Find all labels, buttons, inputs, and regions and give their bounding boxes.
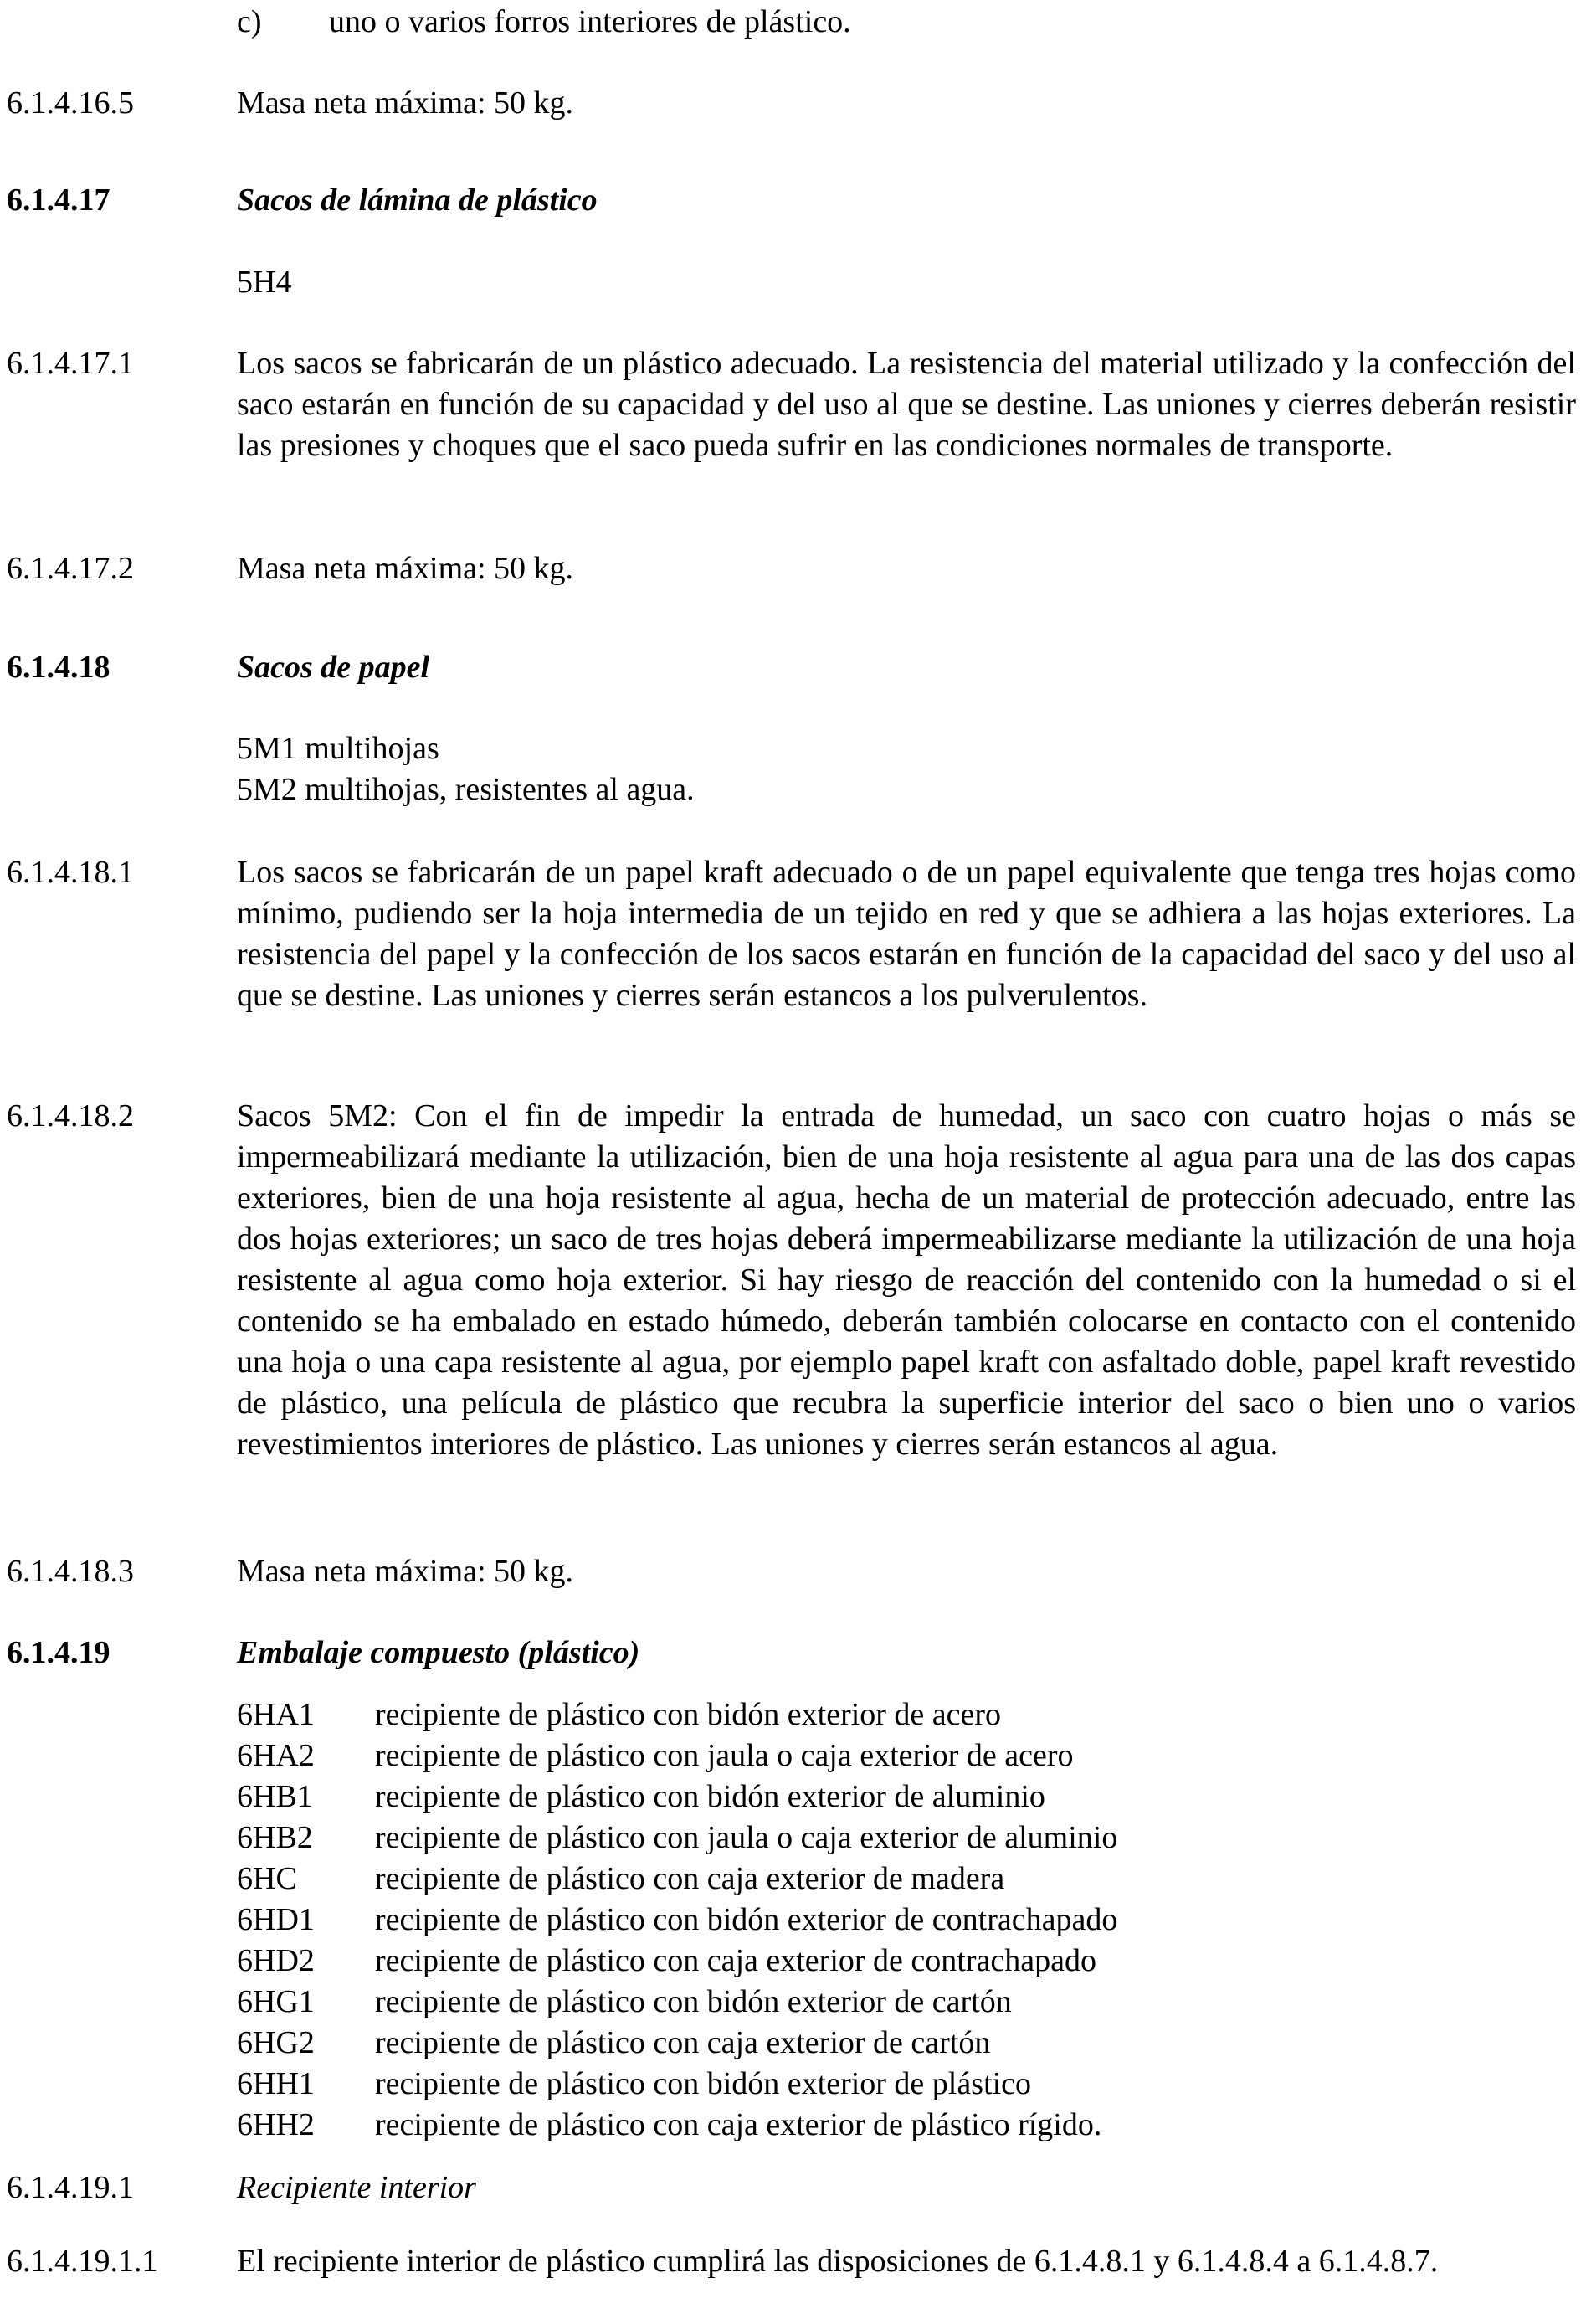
section-number: 6.1.4.17 [7, 183, 110, 218]
code-list-item [237, 1859, 1576, 1900]
packaging-code: 5H4 [237, 265, 292, 300]
section-text: Masa neta máxima: 50 kg. [237, 551, 574, 586]
code-list-item [237, 1818, 1576, 1859]
code-list-item [237, 2064, 1576, 2105]
section-number: 6.1.4.16.5 [7, 85, 134, 121]
packaging-description: recipiente de plástico con jaula o caja exterior de aluminio [375, 1820, 1118, 1855]
section-title: Embalaje compuesto (plástico) [237, 1635, 640, 1670]
packaging-description: recipiente de plástico con caja exterior de plástico rígido. [375, 2107, 1102, 2142]
code-list-item [237, 1694, 1576, 1735]
packaging-code: 5M1 multihojas [237, 731, 439, 766]
section-number: 6.1.4.17.2 [7, 551, 134, 586]
code-list-item [237, 1735, 1576, 1776]
packaging-code: 6HH1 [237, 2066, 315, 2101]
packaging-code: 6HA2 [237, 1738, 315, 1773]
section-number: 6.1.4.17.1 [7, 346, 134, 381]
packaging-description: recipiente de plástico con bidón exterior de acero [375, 1697, 1002, 1732]
section-title: Sacos de lámina de plástico [237, 183, 598, 218]
code-list-item [237, 1900, 1576, 1941]
section-number: 6.1.4.19.1 [7, 2170, 134, 2205]
packaging-code: 6HC [237, 1861, 297, 1896]
list-item-text: uno o varios forros interiores de plástico. [329, 4, 851, 39]
section-number: 6.1.4.18.2 [7, 1098, 134, 1134]
packaging-description: recipiente de plástico con jaula o caja exterior de acero [375, 1738, 1074, 1773]
section-title: Sacos de papel [237, 650, 430, 685]
code-list-item [237, 1776, 1576, 1818]
packaging-description: recipiente de plástico con caja exterior de contrachapado [375, 1943, 1096, 1978]
packaging-code: 6HD1 [237, 1902, 315, 1937]
section-text: Masa neta máxima: 50 kg. [237, 85, 574, 121]
packaging-code: 6HG1 [237, 1984, 315, 2019]
code-list-item [237, 1941, 1576, 1982]
packaging-description: recipiente de plástico con bidón exterior de cartón [375, 1984, 1012, 2019]
code-list-item [237, 2023, 1576, 2064]
section-paragraph: Los sacos se fabricarán de un papel kraft adecuado o de un papel equivalente que tenga tres hojas como mínimo, pudiendo ser la hoja intermedia de un tejido en red y que se adhiera a las hojas exteriores. La resistencia del papel y la confección de los sacos estarán en función de la capacidad del saco y del uso al que se destine. Las uniones y cierres serán estancos a los pulverulentos. [237, 855, 1576, 1013]
packaging-description: recipiente de plástico con bidón exterior de plástico [375, 2066, 1031, 2101]
section-text: Masa neta máxima: 50 kg. [237, 1554, 574, 1589]
code-list-item [237, 1982, 1576, 2023]
packaging-code: 6HD2 [237, 1943, 315, 1978]
code-list-item [237, 2105, 1576, 2146]
list-item-label: c) [237, 4, 262, 39]
section-paragraph: Sacos 5M2: Con el fin de impedir la entrada de humedad, un saco con cuatro hojas o más se impermeabilizará mediante la utilización, bien de una hoja resistente al agua para una de las dos capas exteriores, bien de una hoja resistente al agua, hecha de un material de protección adecuado, entre las dos hojas exteriores; un saco de tres hojas deberá impermeabilizarse mediante la utilización de una hoja resistente al agua como hoja exterior. Si hay riesgo de reacción del contenido con la humedad o si el contenido se ha embalado en estado húmedo, deberán también colocarse en contacto con el contenido una hoja o una capa resistente al agua, por ejemplo papel kraft con asfaltado doble, papel kraft revestido de plástico, una película de plástico que recubra la superficie interior del saco o bien uno o varios revestimientos interiores de plástico. Las uniones y cierres serán estancos al agua. [237, 1098, 1576, 1462]
packaging-code: 5M2 multihojas, resistentes al agua. [237, 772, 695, 807]
packaging-description: recipiente de plástico con bidón exterior de aluminio [375, 1779, 1045, 1814]
section-number: 6.1.4.18 [7, 650, 110, 685]
section-number: 6.1.4.19 [7, 1635, 110, 1670]
packaging-code: 6HB2 [237, 1820, 313, 1855]
packaging-code: 6HH2 [237, 2107, 315, 2142]
packaging-description: recipiente de plástico con caja exterior de cartón [375, 2025, 991, 2060]
section-number: 6.1.4.19.1.1 [7, 2244, 158, 2279]
packaging-code: 6HA1 [237, 1697, 315, 1732]
section-number: 6.1.4.18.3 [7, 1554, 134, 1589]
packaging-code: 6HG2 [237, 2025, 315, 2060]
section-paragraph: El recipiente interior de plástico cumplirá las disposiciones de 6.1.4.8.1 y 6.1.4.8.4 a 6.1.4.8.7. [237, 2244, 1439, 2279]
section-number: 6.1.4.18.1 [7, 855, 134, 890]
packaging-description: recipiente de plástico con bidón exterior de contrachapado [375, 1902, 1118, 1937]
packaging-code: 6HB1 [237, 1779, 313, 1814]
section-paragraph: Los sacos se fabricarán de un plástico adecuado. La resistencia del material utilizado y la confección del saco estarán en función de su capacidad y del uso al que se destine. Las uniones y cierres deberán resistir las presiones y choques que el saco pueda sufrir en las condiciones normales de transporte. [237, 346, 1576, 463]
packaging-description: recipiente de plástico con caja exterior de madera [375, 1861, 1005, 1896]
section-title: Recipiente interior [237, 2170, 476, 2205]
